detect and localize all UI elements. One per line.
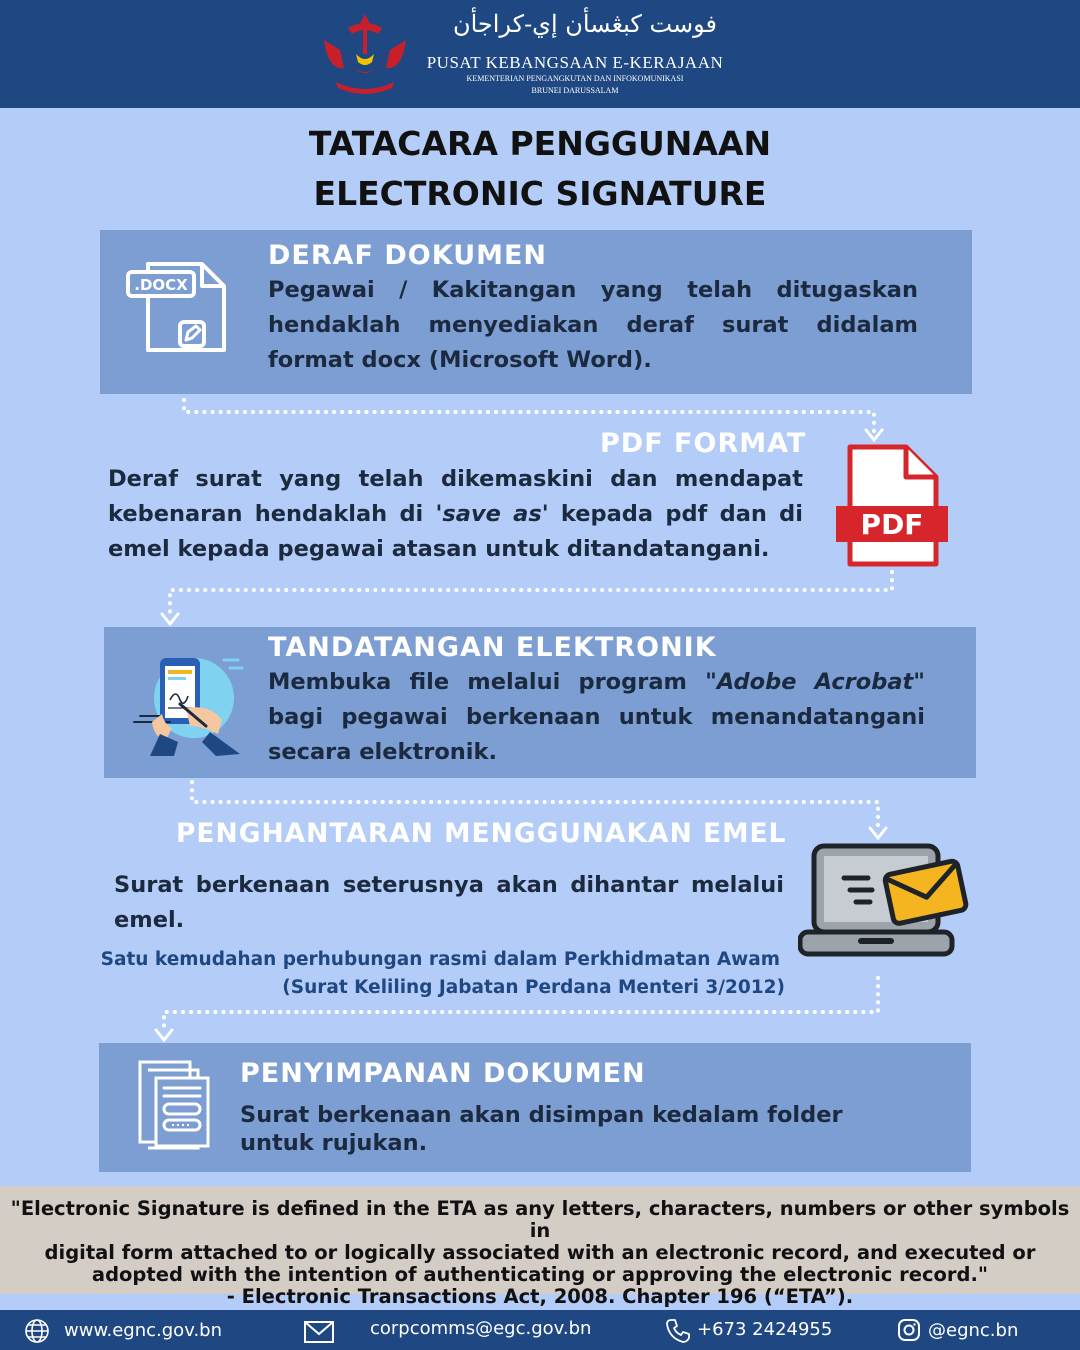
brunei-crest-icon [318, 10, 412, 98]
step-sign-text-b: bagi pegawai berkenaan untuk menandatangani secara elektronik. [268, 704, 925, 765]
tablet-signature-icon [126, 650, 246, 760]
page-title-line1: TATACARA PENGGUNAAN [308, 124, 772, 163]
step-pdf-text [108, 462, 803, 567]
instagram-icon [897, 1318, 921, 1342]
docx-file-icon [124, 258, 234, 358]
eta-quote-line2: digital form attached to or logically associated with an electronic record, and executed or [44, 1241, 1036, 1264]
step-sign-text [268, 665, 925, 770]
pdf-label: PDF [860, 508, 924, 541]
mail-icon [303, 1320, 335, 1344]
eta-quote-line1: "Electronic Signature is defined in the ETA as any letters, characters, numbers or other symbols in [10, 1197, 1070, 1242]
laptop-mail-icon [798, 840, 973, 965]
phone-icon [665, 1318, 691, 1344]
globe-icon [24, 1318, 50, 1344]
step-pdf-text-b: kepada pdf dan di emel kepada pegawai atasan untuk ditandatangani. [108, 501, 803, 562]
step-draft-heading: DERAF DOKUMEN [268, 240, 548, 271]
step-draft-text: Pegawai / Kakitangan yang telah ditugaskan hendaklah menyediakan deraf surat didalam format docx (Microsoft Word). [268, 277, 918, 373]
docx-label: .DOCX [134, 276, 188, 294]
step-email-note-line2: (Surat Keliling Jabatan Perdana Menteri 3/2012) [282, 977, 785, 998]
document-storage-icon [134, 1058, 214, 1150]
country-name: BRUNEI DARUSSALAM [531, 86, 619, 95]
ministry-name: KEMENTERIAN PENGANGKUTAN DAN INFOKOMUNIKASI [466, 74, 684, 83]
step-sign-text-a: Membuka file melalui program [268, 669, 706, 695]
eta-quote-line3: adopted with the intention of authenticating or approving the electronic record." [91, 1263, 989, 1286]
eta-quote-line4: - Electronic Transactions Act, 2008. Chapter 196 (“ETA”). [226, 1285, 854, 1308]
step-email-text: Surat berkenaan seterusnya akan dihantar melalui emel. [114, 872, 784, 933]
step-pdf-text-a: Deraf surat yang telah dikemaskini dan mendapat kebenaran hendaklah di [108, 466, 803, 527]
footer-phone-link[interactable]: +673 2424955 [697, 1319, 833, 1340]
org-name-jawi: فوست كبڠسأن إي-كراجأن [452, 10, 718, 38]
eta-quote [10, 1198, 1070, 1308]
footer-email-link[interactable]: corpcomms@egc.gov.bn [370, 1318, 592, 1339]
footer-website-link[interactable]: www.egnc.gov.bn [64, 1320, 223, 1341]
org-name: PUSAT KEBANGSAAN E-KERAJAAN [426, 53, 724, 72]
step-sign-text-italic: "Adobe Acrobat" [705, 669, 925, 695]
step-store-heading: PENYIMPANAN DOKUMEN [240, 1058, 646, 1089]
step-email-note-line1: Satu kemudahan perhubungan rasmi dalam Perkhidmatan Awam [100, 949, 780, 970]
step-email-heading: PENGHANTARAN MENGGUNAKAN EMEL [176, 818, 787, 849]
step-store-text: Surat berkenaan akan disimpan kedalam folder untuk rujukan. [240, 1102, 843, 1156]
footer-instagram-link[interactable]: @egnc.bn [928, 1320, 1019, 1341]
step-sign-heading: TANDATANGAN ELEKTRONIK [268, 632, 717, 663]
step-pdf-heading: PDF FORMAT [600, 428, 807, 459]
page-title-line2: ELECTRONIC SIGNATURE [313, 174, 767, 213]
step-pdf-text-italic: 'save as' [435, 501, 549, 527]
pdf-file-icon [834, 444, 950, 568]
